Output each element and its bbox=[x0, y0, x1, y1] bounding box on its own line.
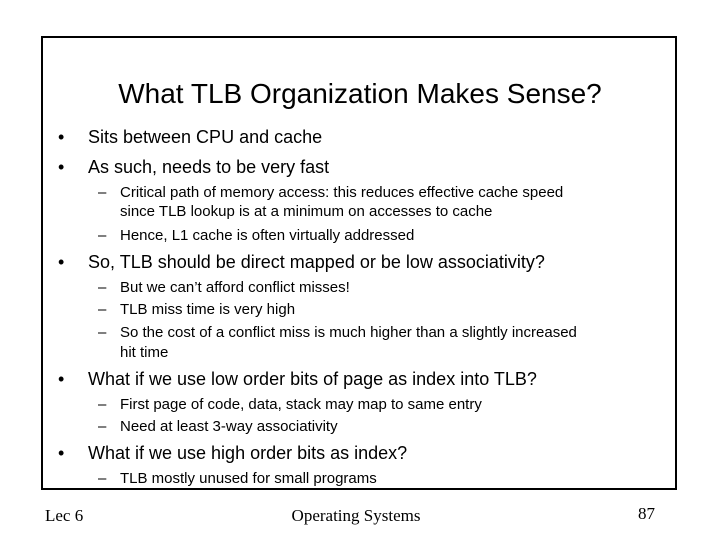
sub-bullet-text: since TLB lookup is at a minimum on accesses to cache bbox=[120, 203, 493, 220]
bullet-icon: • bbox=[58, 157, 65, 177]
dash-icon: – bbox=[98, 301, 107, 318]
footer-lecture: Lec 6 bbox=[45, 506, 84, 525]
page-number: 87 bbox=[638, 504, 655, 523]
dash-icon: – bbox=[98, 418, 107, 435]
sub-bullet-text: Critical path of memory access: this reduces effective cache speed bbox=[120, 184, 564, 201]
bullet-text: Sits between CPU and cache bbox=[88, 127, 323, 147]
dash-icon: – bbox=[98, 227, 107, 244]
sub-bullet-text: hit time bbox=[120, 344, 169, 361]
dash-icon: – bbox=[98, 396, 107, 413]
sub-bullet-text: Hence, L1 cache is often virtually addressed bbox=[120, 227, 415, 244]
bullet-text: What if we use high order bits as index? bbox=[88, 443, 408, 463]
bullet-icon: • bbox=[58, 369, 65, 389]
sub-bullet-text: So the cost of a conflict miss is much higher than a slightly increased bbox=[120, 324, 577, 341]
bullet-text: So, TLB should be direct mapped or be low associativity? bbox=[88, 252, 545, 272]
dash-icon: – bbox=[98, 470, 107, 487]
sub-bullet-text: Need at least 3-way associativity bbox=[120, 418, 338, 435]
slide-title: What TLB Organization Makes Sense? bbox=[118, 78, 602, 109]
bullet-text: As such, needs to be very fast bbox=[88, 157, 330, 177]
bullet-icon: • bbox=[58, 443, 65, 463]
dash-icon: – bbox=[98, 184, 107, 201]
sub-bullet-text: TLB miss time is very high bbox=[120, 301, 296, 318]
bullet-icon: • bbox=[58, 127, 65, 147]
footer-course: Operating Systems bbox=[291, 506, 421, 525]
bullet-text: What if we use low order bits of page as index into TLB? bbox=[88, 369, 537, 389]
bullet-icon: • bbox=[58, 252, 65, 272]
sub-bullet-text: First page of code, data, stack may map to same entry bbox=[120, 396, 482, 413]
dash-icon: – bbox=[98, 279, 107, 296]
sub-bullet-text: But we can’t afford conflict misses! bbox=[120, 279, 350, 296]
dash-icon: – bbox=[98, 324, 107, 341]
sub-bullet-text: TLB mostly unused for small programs bbox=[120, 470, 377, 487]
